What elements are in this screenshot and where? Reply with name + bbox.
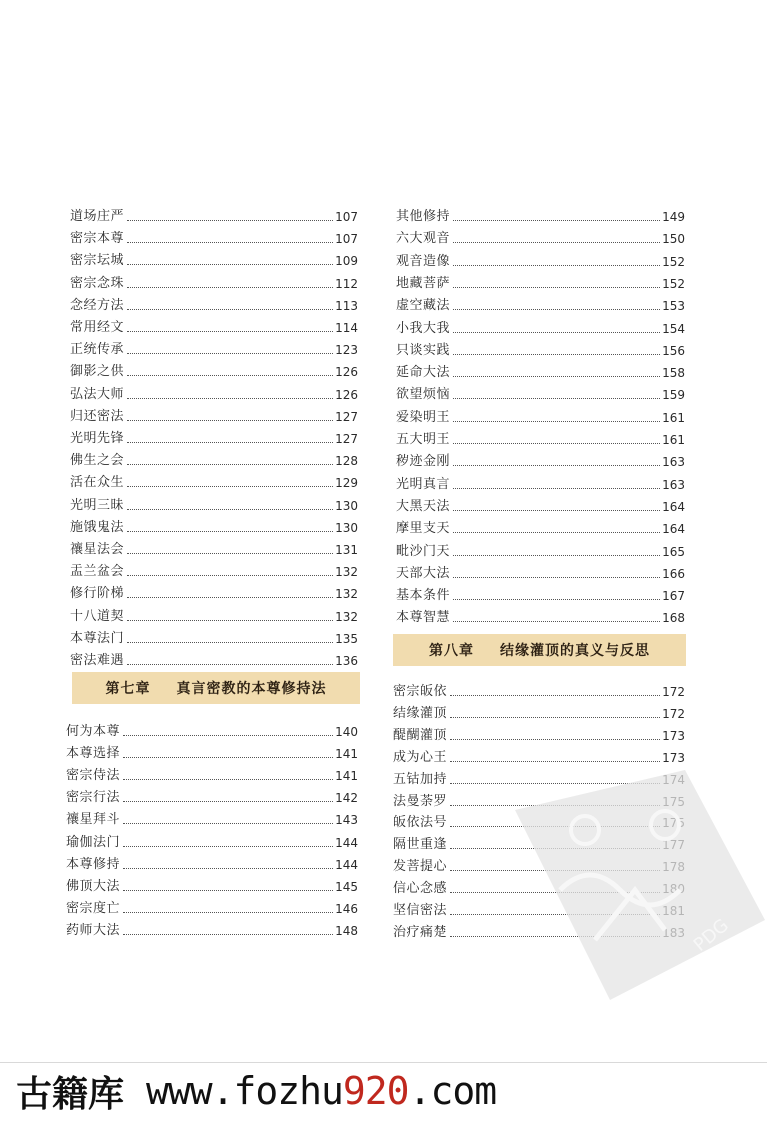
toc-leader-dots bbox=[453, 487, 660, 489]
toc-leader-dots bbox=[453, 598, 660, 600]
toc-entry-page: 127 bbox=[335, 409, 358, 424]
toc-entry-page: 159 bbox=[662, 388, 685, 403]
toc-entry-page: 145 bbox=[335, 879, 358, 894]
toc-entry-page: 130 bbox=[335, 498, 358, 513]
toc-entry[interactable] bbox=[66, 808, 358, 828]
toc-leader-dots bbox=[453, 375, 660, 377]
toc-entry[interactable] bbox=[396, 272, 685, 292]
toc-entry-title: 密宗度亡 bbox=[66, 900, 121, 916]
toc-leader-dots bbox=[127, 286, 333, 288]
toc-entry[interactable] bbox=[70, 516, 358, 536]
toc-entry-title: 毗沙门天 bbox=[396, 543, 451, 559]
toc-entry[interactable] bbox=[70, 449, 358, 469]
toc-entry-page: 131 bbox=[335, 543, 358, 557]
toc-entry[interactable] bbox=[396, 517, 685, 537]
toc-entry-title: 本尊修持 bbox=[66, 856, 121, 872]
toc-entry-page: 143 bbox=[335, 813, 358, 828]
toc-entry-page: 129 bbox=[335, 476, 358, 491]
toc-entry[interactable] bbox=[70, 405, 358, 425]
toc-leader-dots bbox=[450, 716, 660, 718]
toc-entry[interactable] bbox=[70, 627, 358, 647]
toc-entry[interactable] bbox=[396, 495, 685, 515]
toc-entry-title: 光明三昧 bbox=[70, 497, 125, 513]
toc-leader-dots bbox=[453, 286, 660, 288]
toc-leader-dots bbox=[127, 552, 333, 554]
toc-entry-title: 修行阶梯 bbox=[70, 586, 125, 602]
toc-leader-dots bbox=[127, 663, 333, 665]
toc-entry-title: 醍醐灌顶 bbox=[393, 727, 448, 743]
toc-entry[interactable] bbox=[396, 205, 685, 225]
toc-entry-page: 146 bbox=[335, 901, 358, 916]
toc-entry-page: 128 bbox=[335, 454, 358, 469]
toc-leader-dots bbox=[127, 263, 333, 265]
toc-entry-title: 基本条件 bbox=[396, 588, 451, 604]
toc-entry-page: 141 bbox=[335, 747, 358, 762]
toc-entry[interactable] bbox=[66, 853, 358, 873]
toc-leader-dots bbox=[127, 485, 333, 487]
toc-leader-dots bbox=[123, 933, 333, 935]
toc-entry-page: 172 bbox=[662, 685, 685, 699]
toc-entry[interactable] bbox=[66, 764, 358, 784]
toc-entry-page: 114 bbox=[335, 321, 358, 335]
toc-entry-title: 其他修持 bbox=[396, 209, 451, 224]
toc-leader-dots bbox=[123, 822, 333, 824]
toc-entry-title: 五钴加持 bbox=[393, 771, 448, 787]
toc-entry[interactable] bbox=[396, 227, 685, 247]
toc-leader-dots bbox=[453, 264, 660, 266]
chapter-8-number: 第八章 bbox=[429, 643, 474, 659]
toc-entry-page: 158 bbox=[662, 366, 685, 381]
toc-leader-dots bbox=[123, 734, 333, 736]
toc-entry-title: 治疗痛楚 bbox=[393, 924, 448, 940]
chapter-7-heading bbox=[72, 672, 360, 704]
footer-divider bbox=[0, 1062, 767, 1063]
toc-entry[interactable] bbox=[393, 680, 685, 700]
toc-entry[interactable] bbox=[393, 702, 685, 722]
toc-entry-title: 施饿鬼法 bbox=[70, 519, 125, 535]
toc-leader-dots bbox=[453, 241, 660, 243]
toc-leader-dots bbox=[123, 911, 333, 913]
toc-entry-page: 172 bbox=[662, 706, 685, 721]
toc-entry-title: 十八道契 bbox=[70, 608, 125, 624]
toc-leader-dots bbox=[123, 756, 333, 758]
site-name: 古籍库 bbox=[16, 1073, 125, 1115]
chapter-8-title: 结缘灌顶的真义与反思 bbox=[500, 643, 650, 659]
toc-entry[interactable] bbox=[66, 831, 358, 851]
toc-entry-title: 正统传承 bbox=[70, 342, 125, 358]
toc-entry-page: 132 bbox=[335, 565, 358, 580]
toc-entry-page: 150 bbox=[662, 232, 685, 247]
toc-entry-page: 144 bbox=[335, 857, 358, 872]
toc-entry-title: 本尊选择 bbox=[66, 746, 121, 762]
toc-leader-dots bbox=[127, 397, 333, 399]
toc-entry[interactable] bbox=[70, 560, 358, 580]
toc-entry-title: 发菩提心 bbox=[393, 859, 448, 875]
toc-entry[interactable] bbox=[396, 540, 685, 560]
toc-entry-page: 140 bbox=[335, 725, 358, 739]
url-prefix: www.fozhu bbox=[146, 1069, 343, 1113]
toc-entry-page: 163 bbox=[662, 455, 685, 470]
toc-entry-page: 167 bbox=[662, 589, 685, 604]
toc-entry[interactable] bbox=[66, 875, 358, 895]
watermark-label: PDG bbox=[689, 914, 733, 956]
toc-leader-dots bbox=[127, 441, 333, 443]
toc-entry-title: 大黑天法 bbox=[396, 498, 451, 514]
toc-leader-dots bbox=[453, 308, 660, 310]
toc-leader-dots bbox=[127, 508, 333, 510]
toc-entry[interactable] bbox=[70, 249, 358, 269]
toc-entry[interactable] bbox=[70, 605, 358, 625]
toc-entry-title: 皈依法号 bbox=[393, 815, 448, 831]
toc-leader-dots bbox=[450, 760, 660, 762]
toc-leader-dots bbox=[127, 308, 333, 310]
toc-entry[interactable] bbox=[396, 317, 685, 337]
toc-entry-title: 虚空藏法 bbox=[396, 298, 451, 314]
toc-leader-dots bbox=[453, 620, 660, 622]
toc-entry[interactable] bbox=[70, 427, 358, 447]
toc-leader-dots bbox=[453, 464, 660, 466]
toc-entry[interactable] bbox=[70, 383, 358, 403]
toc-entry-title: 本尊智慧 bbox=[396, 610, 451, 626]
toc-entry[interactable] bbox=[396, 428, 685, 448]
toc-entry[interactable] bbox=[396, 584, 685, 604]
toc-entry[interactable] bbox=[70, 582, 358, 602]
toc-entry-title: 摩里支天 bbox=[396, 521, 451, 537]
toc-leader-dots bbox=[450, 694, 660, 696]
toc-entry-title: 本尊法门 bbox=[70, 630, 125, 646]
url-suffix: .com bbox=[408, 1069, 497, 1113]
toc-leader-dots bbox=[453, 576, 660, 578]
toc-entry-page: 152 bbox=[662, 254, 685, 269]
toc-entry-page: 107 bbox=[335, 232, 358, 247]
toc-entry-title: 光明真言 bbox=[396, 476, 451, 492]
toc-entry-page: 152 bbox=[662, 276, 685, 291]
toc-entry[interactable] bbox=[396, 339, 685, 359]
toc-entry-page: 107 bbox=[335, 210, 358, 224]
toc-entry-title: 佛生之会 bbox=[70, 453, 125, 469]
toc-leader-dots bbox=[453, 531, 660, 533]
toc-entry-title: 密宗皈依 bbox=[393, 684, 448, 699]
toc-entry-title: 弘法大师 bbox=[70, 386, 125, 402]
toc-leader-dots bbox=[453, 554, 660, 556]
toc-entry-page: 154 bbox=[662, 321, 685, 336]
toc-entry-title: 密宗念珠 bbox=[70, 275, 125, 291]
toc-leader-dots bbox=[127, 330, 333, 332]
toc-entry[interactable] bbox=[393, 746, 685, 766]
toc-entry-title: 光明先锋 bbox=[70, 431, 125, 446]
toc-entry-page: 142 bbox=[335, 791, 358, 806]
toc-entry-page: 126 bbox=[335, 365, 358, 380]
toc-entry-page: 127 bbox=[335, 432, 358, 446]
toc-entry[interactable] bbox=[396, 361, 685, 381]
toc-entry[interactable] bbox=[396, 406, 685, 426]
toc-leader-dots bbox=[453, 397, 660, 399]
toc-leader-dots bbox=[123, 867, 333, 869]
toc-entry-page: 161 bbox=[662, 410, 685, 425]
toc-entry-title: 瑜伽法门 bbox=[66, 834, 121, 850]
toc-entry-title: 延命大法 bbox=[396, 365, 451, 381]
toc-entry[interactable] bbox=[66, 742, 358, 762]
toc-leader-dots bbox=[127, 619, 333, 621]
toc-entry-page: 161 bbox=[662, 433, 685, 447]
toc-leader-dots bbox=[123, 845, 333, 847]
toc-entry-title: 观音造像 bbox=[396, 253, 451, 269]
toc-entry-page: 109 bbox=[335, 254, 358, 269]
url-number: 920 bbox=[342, 1069, 409, 1113]
toc-leader-dots bbox=[127, 463, 333, 465]
toc-entry-title: 密宗坛城 bbox=[70, 253, 125, 269]
toc-entry-page: 164 bbox=[662, 499, 685, 514]
toc-entry-title: 禳星法会 bbox=[70, 542, 125, 557]
toc-entry-title: 欲望烦恼 bbox=[396, 387, 451, 403]
toc-leader-dots bbox=[453, 353, 660, 355]
toc-entry-title: 念经方法 bbox=[70, 297, 125, 313]
toc-leader-dots bbox=[453, 509, 660, 511]
toc-entry[interactable] bbox=[70, 294, 358, 314]
pdg-watermark bbox=[515, 770, 765, 1000]
toc-entry[interactable] bbox=[396, 450, 685, 470]
toc-leader-dots bbox=[127, 574, 333, 576]
toc-entry-title: 密宗本尊 bbox=[70, 231, 125, 247]
toc-entry[interactable] bbox=[70, 205, 358, 225]
toc-leader-dots bbox=[123, 889, 333, 891]
toc-entry-page: 153 bbox=[662, 299, 685, 314]
toc-entry-page: 163 bbox=[662, 477, 685, 492]
toc-entry[interactable] bbox=[70, 471, 358, 491]
toc-entry-title: 归还密法 bbox=[70, 408, 125, 424]
toc-entry-page: 123 bbox=[335, 343, 358, 358]
toc-entry[interactable] bbox=[70, 494, 358, 514]
toc-entry-title: 只谈实践 bbox=[396, 342, 451, 358]
toc-entry-title: 秽迹金刚 bbox=[396, 454, 451, 470]
toc-entry-title: 坚信密法 bbox=[393, 903, 448, 918]
toc-leader-dots bbox=[127, 352, 333, 354]
site-url[interactable] bbox=[146, 1069, 496, 1113]
toc-entry-page: 148 bbox=[335, 923, 358, 938]
toc-leader-dots bbox=[127, 419, 333, 421]
chapter-7-number: 第七章 bbox=[105, 681, 151, 697]
toc-entry[interactable] bbox=[70, 316, 358, 336]
toc-entry[interactable] bbox=[66, 720, 358, 740]
toc-entry-title: 密宗侍法 bbox=[66, 768, 121, 784]
toc-entry[interactable] bbox=[66, 786, 358, 806]
toc-entry-title: 药师大法 bbox=[66, 922, 121, 938]
toc-entry[interactable] bbox=[66, 897, 358, 917]
toc-entry-title: 五大明王 bbox=[396, 432, 451, 447]
toc-entry-title: 爱染明王 bbox=[396, 409, 451, 425]
toc-entry-page: 136 bbox=[335, 654, 358, 668]
toc-entry[interactable] bbox=[396, 473, 685, 493]
toc-entry-title: 盂兰盆会 bbox=[70, 564, 125, 580]
toc-entry-title: 常用经文 bbox=[70, 320, 125, 335]
toc-leader-dots bbox=[450, 738, 660, 740]
toc-entry[interactable] bbox=[393, 724, 685, 744]
toc-entry-page: 156 bbox=[662, 343, 685, 358]
toc-entry-page: 132 bbox=[335, 609, 358, 624]
toc-entry[interactable] bbox=[70, 338, 358, 358]
toc-leader-dots bbox=[453, 219, 660, 221]
toc-leader-dots bbox=[127, 530, 333, 532]
toc-entry[interactable] bbox=[396, 294, 685, 314]
toc-entry-page: 173 bbox=[662, 750, 685, 765]
toc-entry-title: 隔世重逢 bbox=[393, 837, 448, 853]
toc-leader-dots bbox=[453, 420, 660, 422]
toc-entry-title: 小我大我 bbox=[396, 320, 451, 336]
footer-banner bbox=[16, 1066, 496, 1116]
toc-entry-title: 结缘灌顶 bbox=[393, 705, 448, 721]
toc-entry[interactable] bbox=[396, 562, 685, 582]
toc-entry-page: 130 bbox=[335, 520, 358, 535]
toc-leader-dots bbox=[127, 241, 333, 243]
toc-entry-title: 六大观音 bbox=[396, 231, 451, 247]
chapter-7-title: 真言密教的本尊修持法 bbox=[176, 681, 327, 697]
toc-entry-page: 141 bbox=[335, 769, 358, 784]
toc-entry-title: 天部大法 bbox=[396, 565, 451, 581]
toc-entry-title: 地藏菩萨 bbox=[396, 275, 451, 291]
toc-entry-page: 165 bbox=[662, 544, 685, 559]
toc-entry-page: 166 bbox=[662, 566, 685, 581]
toc-entry-page: 173 bbox=[662, 728, 685, 743]
toc-entry-title: 禳星拜斗 bbox=[66, 812, 121, 828]
toc-entry-page: 112 bbox=[335, 276, 358, 291]
toc-entry-title: 密宗行法 bbox=[66, 790, 121, 806]
toc-leader-dots bbox=[453, 442, 660, 444]
chapter-8-heading bbox=[393, 634, 686, 666]
toc-leader-dots bbox=[127, 219, 333, 221]
toc-leader-dots bbox=[123, 800, 333, 802]
toc-entry-title: 信心念感 bbox=[393, 881, 448, 897]
toc-entry[interactable] bbox=[70, 538, 358, 558]
toc-entry-title: 成为心王 bbox=[393, 749, 448, 765]
toc-entry-title: 道场庄严 bbox=[70, 209, 125, 224]
toc-leader-dots bbox=[127, 641, 333, 643]
toc-entry-page: 164 bbox=[662, 522, 685, 537]
toc-entry[interactable] bbox=[70, 272, 358, 292]
toc-entry-page: 132 bbox=[335, 587, 358, 602]
toc-entry[interactable] bbox=[396, 383, 685, 403]
toc-entry-page: 135 bbox=[335, 631, 358, 646]
toc-entry-title: 佛顶大法 bbox=[66, 878, 121, 894]
toc-entry-title: 密法难遇 bbox=[70, 653, 125, 668]
toc-entry[interactable] bbox=[396, 606, 685, 626]
toc-entry[interactable] bbox=[396, 250, 685, 270]
toc-entry-page: 149 bbox=[662, 210, 685, 224]
toc-entry-title: 活在众生 bbox=[70, 475, 125, 491]
toc-leader-dots bbox=[127, 596, 333, 598]
toc-leader-dots bbox=[453, 331, 660, 333]
toc-entry[interactable] bbox=[70, 227, 358, 247]
toc-entry-page: 113 bbox=[335, 298, 358, 313]
toc-entry[interactable] bbox=[70, 649, 358, 669]
toc-entry-title: 御影之供 bbox=[70, 364, 125, 380]
toc-entry[interactable] bbox=[66, 919, 358, 939]
toc-entry-page: 126 bbox=[335, 387, 358, 402]
toc-leader-dots bbox=[127, 374, 333, 376]
toc-leader-dots bbox=[123, 778, 333, 780]
toc-entry[interactable] bbox=[70, 360, 358, 380]
toc-entry-title: 法曼荼罗 bbox=[393, 793, 448, 809]
toc-entry-title: 何为本尊 bbox=[66, 724, 121, 739]
toc-entry-page: 168 bbox=[662, 611, 685, 626]
toc-entry-page: 144 bbox=[335, 835, 358, 850]
